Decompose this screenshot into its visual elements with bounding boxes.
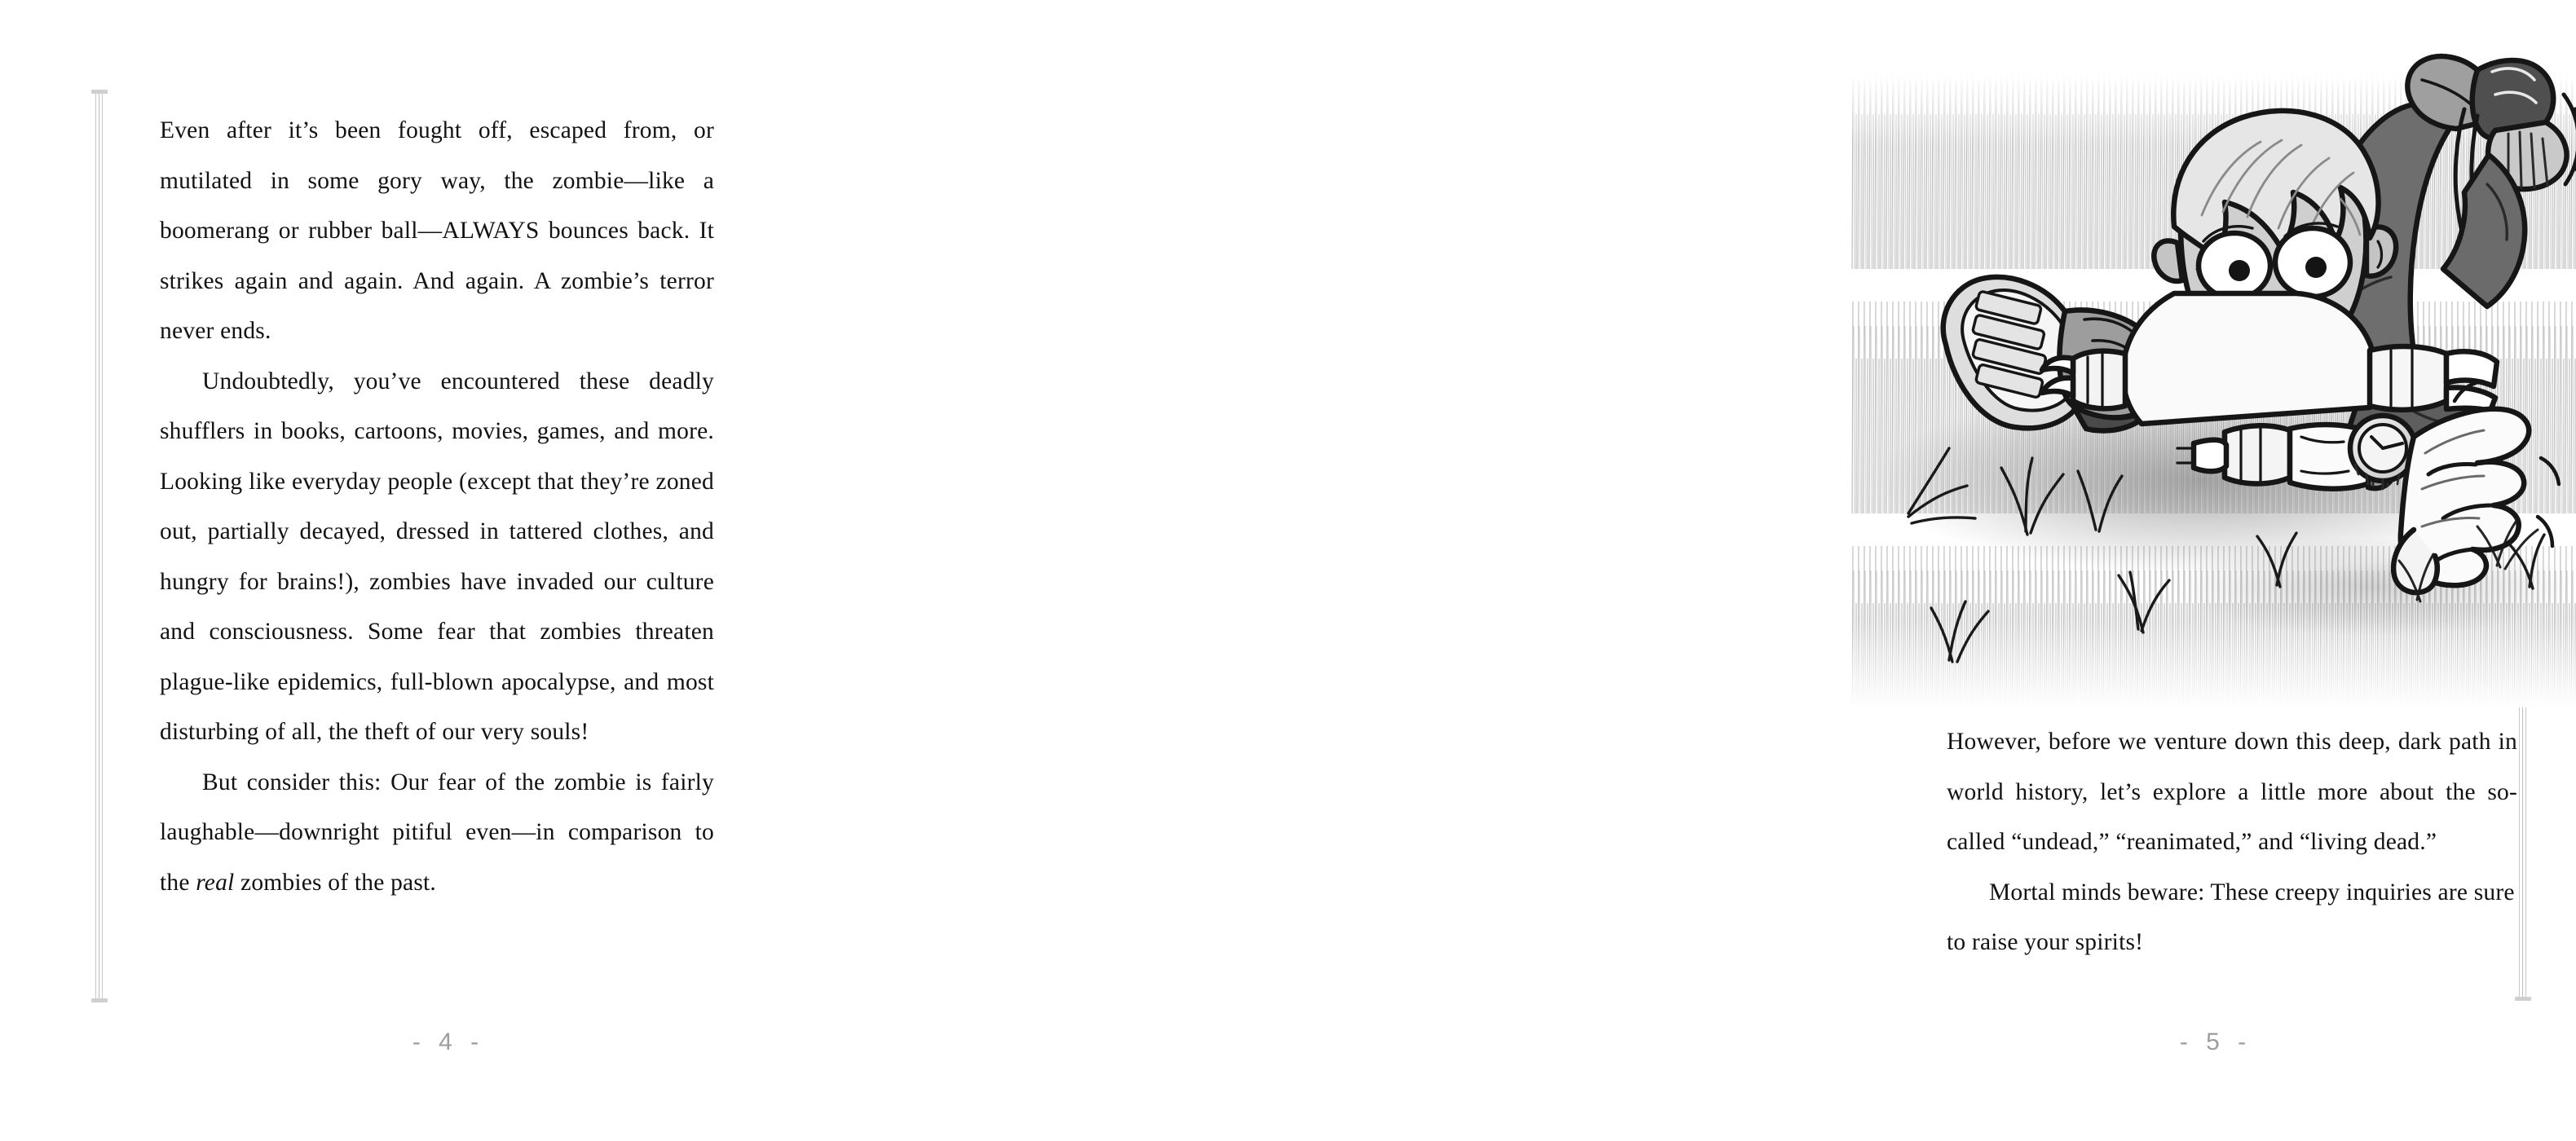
rule-cap-top [91,90,108,94]
paragraph-text-before-italic: But consider this: Our fear of the zombie is fairly laughable—downright pitiful even—in comparison to the [160,769,714,896]
left-page-body-text [160,106,714,908]
right-page [887,0,2517,1141]
decorative-margin-rule-left [94,90,105,1002]
paragraph: Mortal minds beware: These creepy inquiries are sure to raise your spirits! [1947,879,2515,955]
paragraph: Undoubtedly, you’ve encountered these deadly shufflers in books, cartoons, movies, games, and more. Looking like everyday people (except that they’re zoned out, partially decayed, dressed in tattered clothes, and hungry for brains!), zombies have invaded our culture and consciousness. Some fear that zombies threaten plague-like epidemics, full-blown apocalypse, and most disturbing of all, the theft of our very souls! [160,368,714,745]
rule-line-2 [2522,707,2523,1001]
rule-cap-bottom [2515,997,2531,1001]
rule-line-1 [95,90,96,1002]
rule-line-3 [2525,707,2526,1001]
rule-lines [2517,707,2529,1001]
zombie-boy-crawling-illustration [1851,24,2576,707]
paragraph: However, before we venture down this deep, dark path in world history, let’s explore a little more about the so-called “undead,” “reanimated,” and “living dead.” [1947,729,2517,855]
left-page [0,0,887,1141]
page-number-right: - 5 - [2179,1029,2252,1055]
paragraph-text-after-italic: zombies of the past. [234,869,436,896]
rule-line-1 [2519,707,2520,1001]
paragraph: Even after it’s been fought off, escaped from, or mutilated in some gory way, the zombie—like a boomerang or rubber ball—ALWAYS bounces back. It strikes again and again. And again. A zombie’s terror never ends. [160,117,714,344]
paragraph [160,758,714,909]
rule-cap-bottom [91,998,108,1002]
emphasized-word: real [196,869,235,896]
rule-line-3 [102,90,103,1002]
decorative-margin-rule-right [2517,707,2529,1001]
right-page-body-text [1947,717,2517,968]
rule-lines [94,90,105,1002]
page-number-left: - 4 - [412,1029,485,1055]
